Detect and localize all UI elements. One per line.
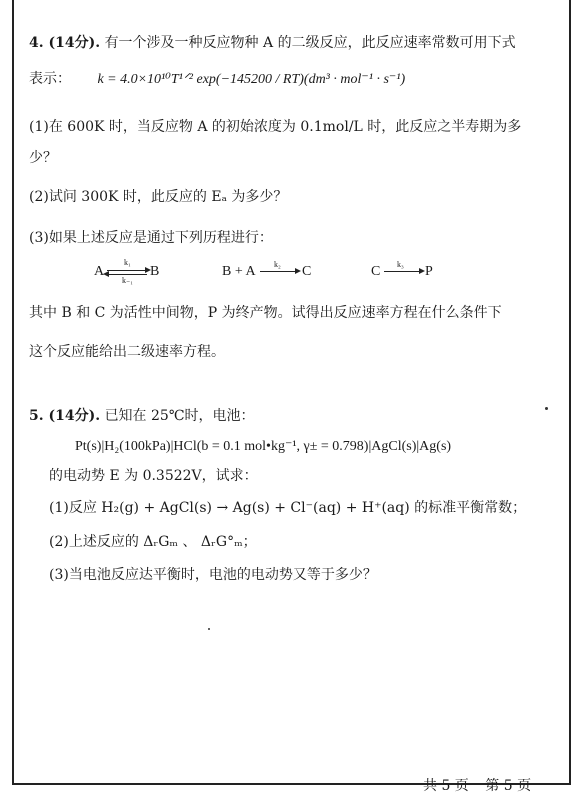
q4-formula-line xyxy=(29,70,405,89)
scan-speck xyxy=(208,628,210,630)
q5-cell-notation: Pt(s)|H₂(100kPa)|HCl(b = 0.1 mol•kg⁻¹, γ± = 0.798)|AgCl(s)|Ag(s) xyxy=(75,439,452,454)
step2-reactants: B + A xyxy=(222,264,256,279)
page-footer xyxy=(423,775,531,795)
step1-reverse-k: k₋₁ xyxy=(122,276,134,285)
step1-reverse-arrow xyxy=(107,274,147,275)
q5-intro: 已知在 25℃时，电池： xyxy=(104,408,255,424)
q4-part1-line1: (1)在 600K 时，当反应物 A 的初始浓度为 0.1mol/L 时，此反应之半寿期为多 xyxy=(29,119,522,135)
step3-reactant: C xyxy=(371,264,381,279)
mechanism-step-3 xyxy=(371,258,441,282)
step3-k: k₃ xyxy=(397,260,404,269)
q4-explain-line2: 这个反应能给出二级速率方程。 xyxy=(29,344,225,360)
q5-number: 5. (14 xyxy=(29,408,75,424)
step2-arrowhead xyxy=(295,268,301,274)
q5-part3: (3)当电池反应达平衡时，电池的电动势又等于多少？ xyxy=(49,567,377,583)
q4-rate-constant-formula: k = 4.0×10¹⁰T¹ᐟ² exp(−145200 / RT)(dm³ · mol⁻¹ · s⁻¹) xyxy=(97,72,406,87)
page-border-right xyxy=(569,0,571,784)
q5-part1: (1)反应 H₂(g) + AgCl(s) → Ag(s) + Cl⁻(aq) + H⁺(aq) 的标准平衡常数； xyxy=(49,500,527,516)
q5-points-unit: 分 xyxy=(74,408,89,424)
q4-header-line xyxy=(29,34,516,52)
q4-intro: 有一个涉及一种反应物种 A 的二级反应，此反应速率常数可用下式 xyxy=(104,35,516,51)
q5-part2: (2)上述反应的 ΔᵣGₘ 、 ΔᵣG°ₘ； xyxy=(49,534,257,550)
q4-part2: (2)试问 300K 时，此反应的 Eₐ 为多少？ xyxy=(29,189,288,205)
step2-k: k₂ xyxy=(274,260,281,269)
q4-points-unit: 分 xyxy=(74,35,89,51)
step1-forward-arrow xyxy=(107,270,147,271)
footer-total-pages: 共 5 页 xyxy=(423,778,469,794)
step3-product: P xyxy=(425,264,433,279)
q4-formula-label: 表示： xyxy=(29,71,71,87)
page-border-left xyxy=(12,0,14,784)
q5-number-tail: ). xyxy=(88,408,101,424)
mechanism-step-1 xyxy=(90,258,170,285)
step2-product: C xyxy=(302,264,312,279)
q4-number: 4. (14 xyxy=(29,35,75,51)
step1-product: B xyxy=(150,264,160,279)
step2-arrow xyxy=(260,271,297,272)
footer-current-page: 第 5 页 xyxy=(485,778,532,794)
scan-speck xyxy=(545,407,548,410)
step3-arrow xyxy=(384,271,421,272)
q4-explain-line1: 其中 B 和 C 为活性中间物，P 为终产物。试得出反应速率方程在什么条件下 xyxy=(29,305,502,321)
step1-reactant: A xyxy=(94,264,105,279)
q4-part1-line2: 少？ xyxy=(29,150,57,166)
q4-part3: (3)如果上述反应是通过下列历程进行： xyxy=(29,230,273,246)
q5-emf: 的电动势 E 为 0.3522V，试求： xyxy=(49,468,258,484)
q5-header-line xyxy=(29,407,255,425)
q4-number-tail: ). xyxy=(88,35,101,51)
step1-reverse-arrowhead xyxy=(103,271,109,277)
step1-forward-k: k₁ xyxy=(124,258,131,267)
mechanism-step-2 xyxy=(222,258,322,282)
